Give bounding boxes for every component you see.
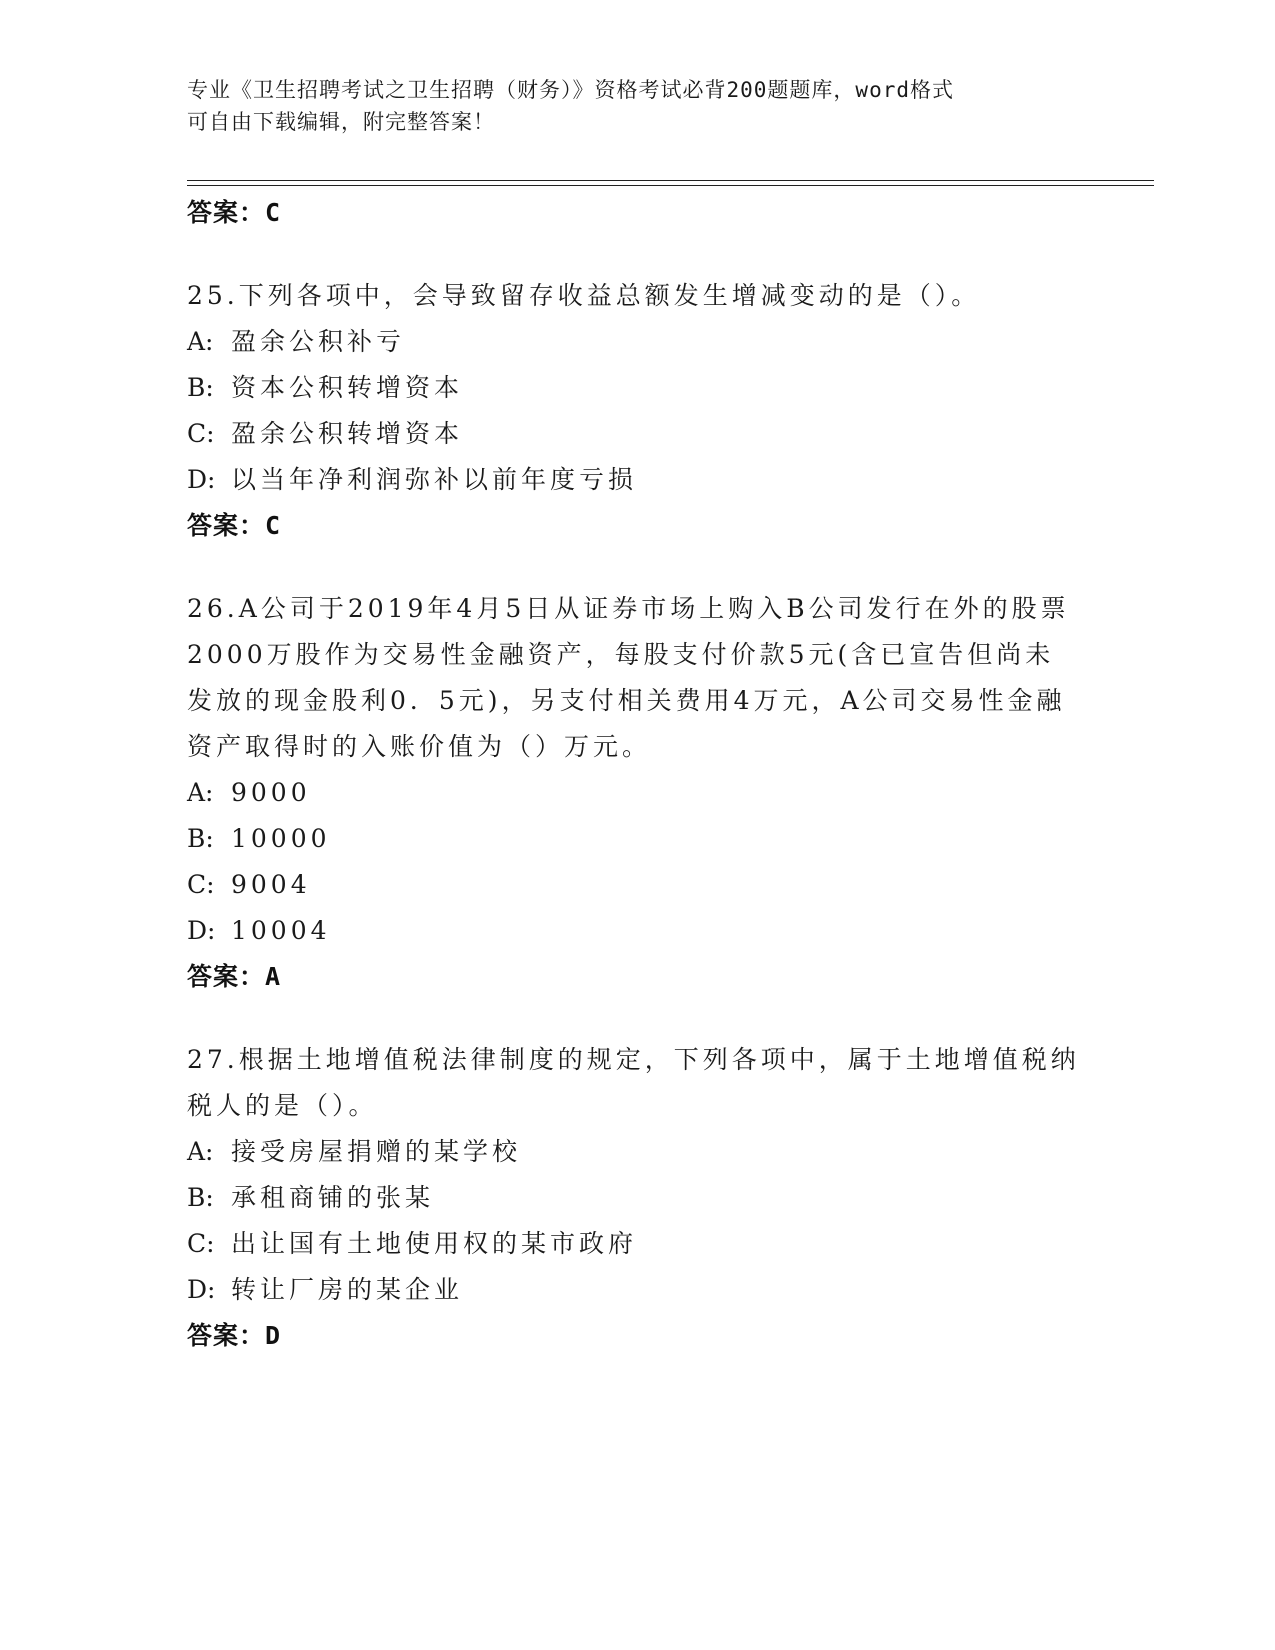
option-b [187, 816, 1087, 862]
option-key: A: [187, 327, 214, 356]
question-25 [187, 273, 1087, 548]
option-text: 盈余公积补亏 [231, 327, 406, 356]
question-stem: 25.下列各项中，会导致留存收益总额发生增减变动的是（）。 [187, 281, 981, 310]
option-a [187, 1129, 1087, 1175]
option-key: D: [187, 916, 216, 945]
question-27 [187, 1037, 1087, 1358]
option-a [187, 770, 1087, 816]
document-header [187, 74, 1067, 138]
question-stem: 26.A公司于2019年4月5日从证券市场上购入B公司发行在外的股票2000万股作为交易性金融资产，每股支付价款5元(含已宣告但尚未发放的现金股利0．5元)，另支付相关费用4万元，A公司交易性金融资产取得时的入账价值为（）万元。 [187, 594, 1070, 761]
header-line-1: 专业《卫生招聘考试之卫生招聘（财务）》资格考试必背200题题库，word格式 [187, 78, 954, 102]
option-d [187, 908, 1087, 954]
option-text: 承租商铺的张某 [231, 1183, 435, 1212]
question-stem: 27.根据土地增值税法律制度的规定，下列各项中，属于土地增值税纳税人的是（）。 [187, 1045, 1080, 1120]
option-d [187, 1267, 1087, 1313]
option-key: D: [187, 465, 216, 494]
option-text: 盈余公积转增资本 [231, 419, 464, 448]
option-key: D: [187, 1275, 216, 1304]
question-list [187, 190, 1087, 1358]
option-text: 转让厂房的某企业 [231, 1275, 464, 1304]
header-line-2: 可自由下载编辑，附完整答案！ [187, 110, 495, 134]
option-text: 接受房屋捐赠的某学校 [231, 1137, 522, 1166]
option-key: C: [187, 870, 215, 899]
header-divider-top [187, 180, 1154, 181]
option-text: 出让国有土地使用权的某市政府 [231, 1229, 638, 1258]
option-a [187, 319, 1087, 365]
option-c [187, 1221, 1087, 1267]
option-key: B: [187, 373, 214, 402]
answer-line: 答案：A [187, 962, 282, 991]
option-text: 9004 [231, 870, 311, 899]
header-divider-bottom [187, 185, 1154, 186]
section-spacer [187, 999, 1087, 1037]
option-b [187, 365, 1087, 411]
option-c [187, 862, 1087, 908]
previous-answer: 答案：C [187, 198, 282, 227]
option-key: C: [187, 419, 215, 448]
option-c [187, 411, 1087, 457]
option-key: B: [187, 1183, 214, 1212]
option-key: C: [187, 1229, 215, 1258]
option-text: 9000 [231, 778, 311, 807]
option-text: 10000 [231, 824, 331, 853]
option-key: A: [187, 778, 214, 807]
option-d [187, 457, 1087, 503]
option-text: 资本公积转增资本 [231, 373, 464, 402]
option-text: 以当年净利润弥补以前年度亏损 [231, 465, 638, 494]
option-key: A: [187, 1137, 214, 1166]
answer-line: 答案：C [187, 511, 282, 540]
section-spacer [187, 548, 1087, 586]
section-spacer [187, 235, 1087, 273]
answer-line: 答案：D [187, 1321, 282, 1350]
option-b [187, 1175, 1087, 1221]
option-text: 10004 [231, 916, 331, 945]
question-26 [187, 586, 1087, 999]
option-key: B: [187, 824, 214, 853]
